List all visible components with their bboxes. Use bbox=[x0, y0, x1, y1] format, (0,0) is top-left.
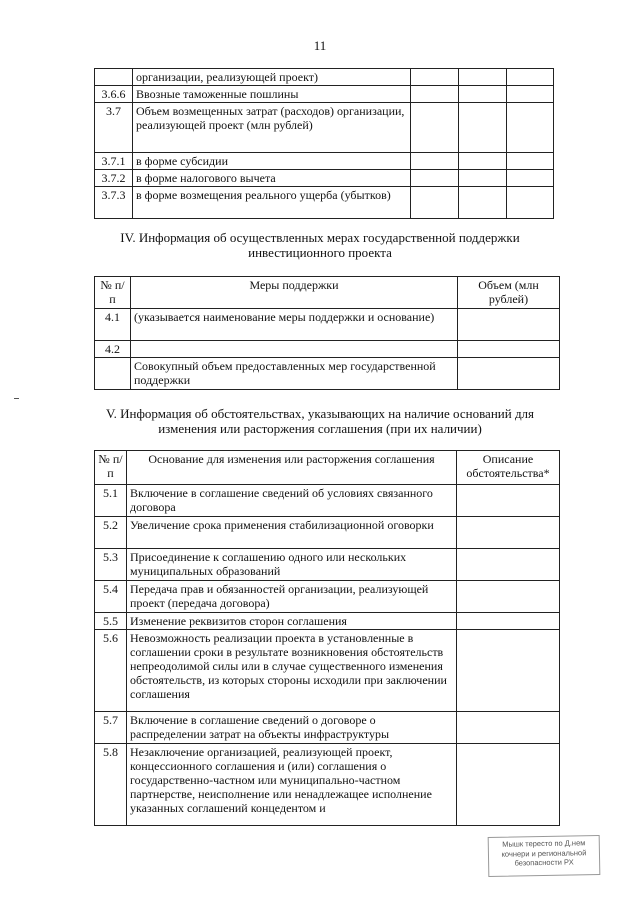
row-number bbox=[95, 69, 133, 86]
table-row bbox=[95, 309, 560, 341]
row-text: Передача прав и обязанностей организации, реализующей проект (передача договора) bbox=[127, 581, 457, 613]
row-text: Присоединение к соглашению одного или нескольких муниципальных образований bbox=[127, 549, 457, 581]
col-header-number: № п/п bbox=[95, 277, 131, 309]
row-number: 5.6 bbox=[95, 630, 127, 712]
table-row bbox=[95, 86, 554, 103]
row-number: 3.6.6 bbox=[95, 86, 133, 103]
row-text: в форме налогового вычета bbox=[133, 170, 411, 187]
row-number: 4.2 bbox=[95, 341, 131, 358]
table-row bbox=[95, 549, 560, 581]
row-text: Включение в соглашение сведений об условиях связанного договора bbox=[127, 485, 457, 517]
row-number bbox=[95, 358, 131, 390]
section-5-heading: V. Информация об обстоятельствах, указывающих на наличие оснований для изменения или расторжения соглашения (при их наличии) bbox=[105, 406, 535, 436]
row-number: 5.3 bbox=[95, 549, 127, 581]
row-number: 5.8 bbox=[95, 744, 127, 826]
row-text: в форме субсидии bbox=[133, 153, 411, 170]
row-text: (указывается наименование меры поддержки и основание) bbox=[131, 309, 458, 341]
margin-mark bbox=[14, 398, 19, 399]
section-4-heading: IV. Информация об осуществленных мерах государственной поддержки инвестиционного проекта bbox=[120, 230, 520, 260]
col-header-basis: Основание для изменения или расторжения соглашения bbox=[127, 451, 457, 485]
stamp-line: безопасности РХ bbox=[514, 857, 574, 868]
table-section-3 bbox=[94, 68, 554, 219]
table-row bbox=[95, 170, 554, 187]
table-section-5 bbox=[94, 450, 560, 826]
row-number: 5.5 bbox=[95, 613, 127, 630]
row-text: Ввозные таможенные пошлины bbox=[133, 86, 411, 103]
row-number: 5.7 bbox=[95, 712, 127, 744]
table-row bbox=[95, 153, 554, 170]
table-section-4 bbox=[94, 276, 560, 390]
col-header-volume: Объем (млн рублей) bbox=[458, 277, 560, 309]
row-text bbox=[131, 341, 458, 358]
table-header-row bbox=[95, 451, 560, 485]
row-text: Совокупный объем предоставленных мер государственной поддержки bbox=[131, 358, 458, 390]
row-text: Изменение реквизитов сторон соглашения bbox=[127, 613, 457, 630]
table-row bbox=[95, 581, 560, 613]
table-row bbox=[95, 485, 560, 517]
table-row bbox=[95, 103, 554, 153]
col-header-description: Описание обстоятельства* bbox=[457, 451, 560, 485]
row-text: Невозможность реализации проекта в установленные в соглашении сроки в результате возникновения обстоятельств непреодолимой силы или в случае существенного изменения обстоятельств, из которых стороны исходили при заключении соглашения bbox=[127, 630, 457, 712]
col-header-measures: Меры поддержки bbox=[131, 277, 458, 309]
table-row bbox=[95, 358, 560, 390]
table-row bbox=[95, 712, 560, 744]
table-header-row bbox=[95, 277, 560, 309]
row-number: 3.7.1 bbox=[95, 153, 133, 170]
row-text: в форме возмещения реального ущерба (убытков) bbox=[133, 187, 411, 219]
row-text: Включение в соглашение сведений о договоре о распределении затрат на объекты инфраструктуры bbox=[127, 712, 457, 744]
table-row bbox=[95, 630, 560, 712]
row-number: 5.4 bbox=[95, 581, 127, 613]
stamp-line: кочнери и региональной bbox=[501, 847, 587, 859]
table-row bbox=[95, 517, 560, 549]
row-number: 5.2 bbox=[95, 517, 127, 549]
row-text: организации, реализующей проект) bbox=[133, 69, 411, 86]
col-header-number: № п/п bbox=[95, 451, 127, 485]
table-row bbox=[95, 744, 560, 826]
table-row bbox=[95, 187, 554, 219]
table-row bbox=[95, 69, 554, 86]
row-number: 3.7.3 bbox=[95, 187, 133, 219]
row-text: Объем возмещенных затрат (расходов) организации, реализующей проект (млн рублей) bbox=[133, 103, 411, 153]
page-number: 11 bbox=[313, 38, 327, 53]
row-text: Увеличение срока применения стабилизационной оговорки bbox=[127, 517, 457, 549]
row-number: 5.1 bbox=[95, 485, 127, 517]
row-number: 3.7.2 bbox=[95, 170, 133, 187]
registration-stamp bbox=[488, 835, 601, 877]
table-row bbox=[95, 613, 560, 630]
stamp-line: Мышк тересто по Д.нем bbox=[502, 838, 586, 849]
table-row bbox=[95, 341, 560, 358]
row-number: 3.7 bbox=[95, 103, 133, 153]
row-number: 4.1 bbox=[95, 309, 131, 341]
row-text: Незаключение организацией, реализующей проект, концессионного соглашения и (или) соглашения о государственно-частном или муниципально-частном партнерстве, неисполнение или ненадлежащее исполнение указанных соглашений концедентом и bbox=[127, 744, 457, 826]
